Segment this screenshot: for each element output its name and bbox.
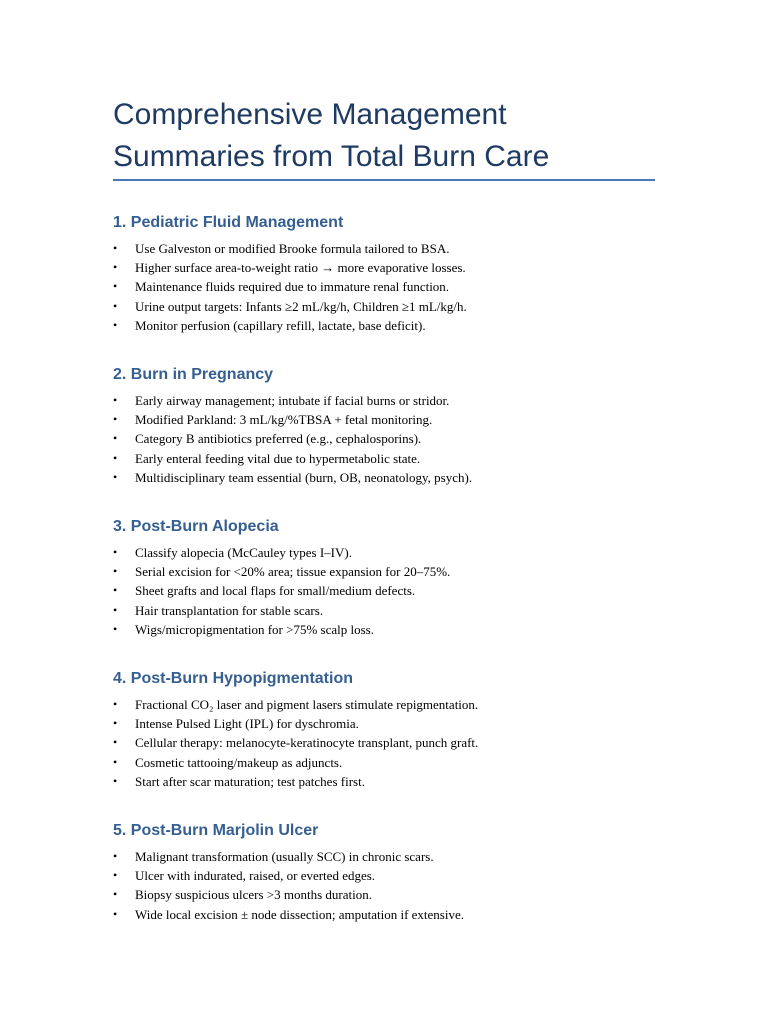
list-item-text: Serial excision for <20% area; tissue expansion for 20–75%.: [135, 564, 451, 580]
list-item: [113, 468, 673, 487]
section-post-burn-alopecia: [113, 517, 673, 639]
list-item: [113, 905, 673, 924]
bullet-icon: •: [113, 754, 118, 769]
bullet-icon: •: [113, 735, 118, 750]
list-item-text: Cosmetic tattooing/makeup as adjuncts.: [135, 754, 343, 770]
section-heading: 3. Post-Burn Alopecia: [113, 518, 279, 535]
list-item-text: Use Galveston or modified Brooke formula tailored to BSA.: [135, 241, 450, 256]
list-item-text: Multidisciplinary team essential (burn, OB, neonatology, psych).: [135, 469, 473, 485]
section-post-burn-hypopigmentation: [113, 669, 673, 791]
section-heading: 2. Burn in Pregnancy: [113, 366, 274, 383]
bullet-list: [113, 847, 673, 924]
bullet-icon: •: [113, 583, 118, 598]
bullet-icon: •: [113, 906, 118, 921]
list-item: [113, 714, 673, 733]
list-item: [113, 391, 673, 410]
list-item-text: Maintenance fluids required due to immature renal function.: [135, 279, 450, 295]
section-heading: 1. Pediatric Fluid Management: [113, 214, 344, 231]
bullet-icon: •: [113, 431, 118, 446]
list-item: [113, 620, 673, 639]
list-item: [113, 410, 673, 429]
list-item: [113, 847, 673, 866]
list-item: [113, 429, 673, 448]
bullet-icon: •: [113, 469, 118, 484]
bullet-icon: •: [113, 773, 118, 788]
bullet-icon: •: [113, 260, 118, 275]
list-item: [113, 885, 673, 904]
bullet-icon: •: [113, 868, 118, 883]
list-item-text: Fractional CO₂ laser and pigment lasers stimulate repigmentation.: [135, 697, 479, 712]
section-heading: 4. Post-Burn Hypopigmentation: [113, 670, 353, 687]
bullet-icon: •: [113, 545, 118, 559]
list-item-text: Biopsy suspicious ulcers >3 months duration.: [135, 887, 372, 903]
list-item-text: Wigs/micropigmentation for >75% scalp loss.: [135, 621, 374, 637]
list-item: [113, 543, 673, 562]
bullet-list: [113, 543, 673, 639]
title-divider: [113, 179, 655, 181]
bullet-icon: •: [113, 279, 118, 294]
list-item-text: Ulcer with indurated, raised, or everted edges.: [135, 868, 376, 884]
list-item-text: Early enteral feeding vital due to hypermetabolic state.: [135, 450, 421, 466]
list-item: [113, 581, 673, 600]
list-item-text: Cellular therapy: melanocyte-keratinocyte transplant, punch graft.: [135, 735, 479, 751]
list-item: [113, 695, 673, 714]
list-item-text: Early airway management; intubate if facial burns or stridor.: [135, 393, 450, 408]
list-item-text: Monitor perfusion (capillary refill, lactate, base deficit).: [135, 317, 426, 333]
bullet-icon: •: [113, 450, 118, 465]
list-item-text: Urine output targets: Infants ≥2 mL/kg/h, Children ≥1 mL/kg/h.: [135, 298, 467, 314]
list-item-text: Sheet grafts and local flaps for small/medium defects.: [135, 583, 416, 599]
list-item: [113, 239, 673, 258]
section-pediatric-fluid: [113, 213, 673, 335]
bullet-icon: •: [113, 298, 118, 313]
bullet-icon: •: [113, 412, 118, 427]
list-item-text: Hair transplantation for stable scars.: [135, 602, 324, 618]
list-item-text: Modified Parkland: 3 mL/kg/%TBSA + fetal monitoring.: [135, 412, 433, 428]
section-burn-pregnancy: [113, 365, 673, 487]
bullet-icon: •: [113, 241, 118, 255]
list-item-text: Wide local excision ± node dissection; amputation if extensive.: [135, 906, 464, 922]
bullet-icon: •: [113, 621, 118, 636]
list-item: [113, 277, 673, 296]
bullet-icon: •: [113, 697, 118, 711]
section-heading: 5. Post-Burn Marjolin Ulcer: [113, 822, 319, 839]
section-post-burn-marjolin-ulcer: [113, 821, 673, 924]
bullet-list: [113, 239, 673, 335]
list-item-text: Category B antibiotics preferred (e.g., cephalosporins).: [135, 431, 422, 447]
bullet-icon: •: [113, 393, 118, 407]
bullet-icon: •: [113, 602, 118, 617]
list-item: [113, 562, 673, 581]
list-item-text: Malignant transformation (usually SCC) in chronic scars.: [135, 849, 434, 864]
list-item-text: Classify alopecia (McCauley types I–IV).: [135, 545, 352, 560]
bullet-list: [113, 695, 673, 791]
list-item: [113, 753, 673, 772]
list-item: [113, 316, 673, 335]
bullet-icon: •: [113, 849, 118, 863]
list-item: [113, 297, 673, 316]
list-item-text: Higher surface area-to-weight ratio → more evaporative losses.: [135, 260, 466, 276]
bullet-icon: •: [113, 887, 118, 902]
bullet-icon: •: [113, 317, 118, 332]
bullet-list: [113, 391, 673, 487]
list-item: [113, 449, 673, 468]
list-item: [113, 733, 673, 752]
list-item: [113, 258, 673, 277]
list-item-text: Intense Pulsed Light (IPL) for dyschromia.: [135, 716, 359, 732]
list-item: [113, 601, 673, 620]
list-item-text: Start after scar maturation; test patches first.: [135, 773, 365, 789]
document-title: Comprehensive Management Summaries from Total Burn Care: [113, 98, 550, 173]
list-item: [113, 772, 673, 791]
bullet-icon: •: [113, 716, 118, 731]
list-item: [113, 866, 673, 885]
bullet-icon: •: [113, 564, 118, 579]
